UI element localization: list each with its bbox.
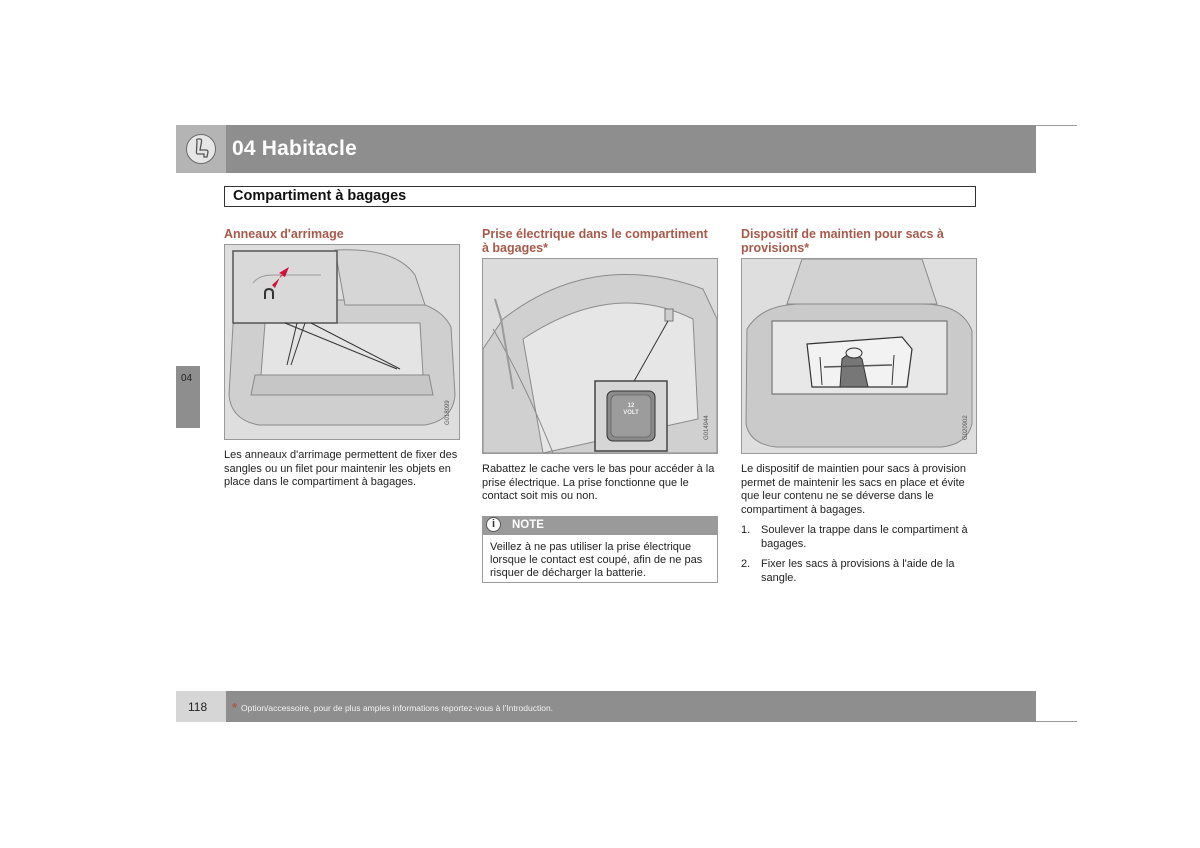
socket-label-line1: 12 [627,403,635,409]
heading-tie-down-rings: Anneaux d'arrimage [224,227,344,241]
chapter-side-tab-label: 04 [181,373,193,384]
footnote-star: * [232,700,238,715]
list-item [741,558,977,585]
figure-code: G020902 [963,415,969,440]
step-number: 1. [741,524,751,536]
socket-label-line2: VOLT [623,410,639,416]
header-rule [1036,125,1077,126]
note-label: NOTE [512,519,544,531]
footnote-text: Option/accessoire, pour de plus amples informations reportez-vous à l'Introduction. [241,703,554,713]
list-item [741,524,977,551]
heading-bag-holder: Dispositif de maintien pour sacs à provisions* [741,227,944,255]
heading-power-socket: Prise électrique dans le compartiment à bagages* [482,227,708,255]
figure-bag-holder [741,258,977,454]
paragraph-power-socket: Rabattez le cache vers le bas pour accéder à la prise électrique. La prise fonctionne que le contact soit mis ou non. [482,463,715,503]
section-title: Compartiment à bagages [233,188,407,204]
step-text: Fixer les sacs à provisions à l'aide de la sangle. [761,558,955,584]
figure-tie-down-rings [224,244,460,440]
paragraph-bag-holder: Le dispositif de maintien pour sacs à provision permet de maintenir les sacs en place et évite que leur contenu ne se déverse dans le compartiment à bagages. [741,463,967,516]
steps-list [741,524,977,592]
seat-icon [186,134,216,164]
step-text: Soulever la trappe dans le compartiment à bagages. [761,524,968,550]
figure-power-socket [482,258,718,454]
socket-label [614,403,648,417]
trunk-bag-holder-illustration [742,259,976,453]
trunk-socket-illustration [483,259,717,453]
page-number: 118 [188,700,208,714]
figure-code: G018099 [445,400,451,425]
step-number: 2. [741,558,751,571]
note-text: Veillez à ne pas utiliser la prise électrique lorsque le contact est coupé, afin de ne pas risquer de décharger la batterie. [490,541,703,579]
footer-rule [1036,721,1077,722]
trunk-tie-down-illustration [225,245,459,439]
chapter-title: 04 Habitacle [232,137,357,160]
info-icon: i [486,517,501,532]
figure-code: G014944 [704,415,710,440]
paragraph-tie-down-rings: Les anneaux d'arrimage permettent de fixer des sangles ou un filet pour maintenir les objets en place dans le compartiment à bagages. [224,449,458,489]
